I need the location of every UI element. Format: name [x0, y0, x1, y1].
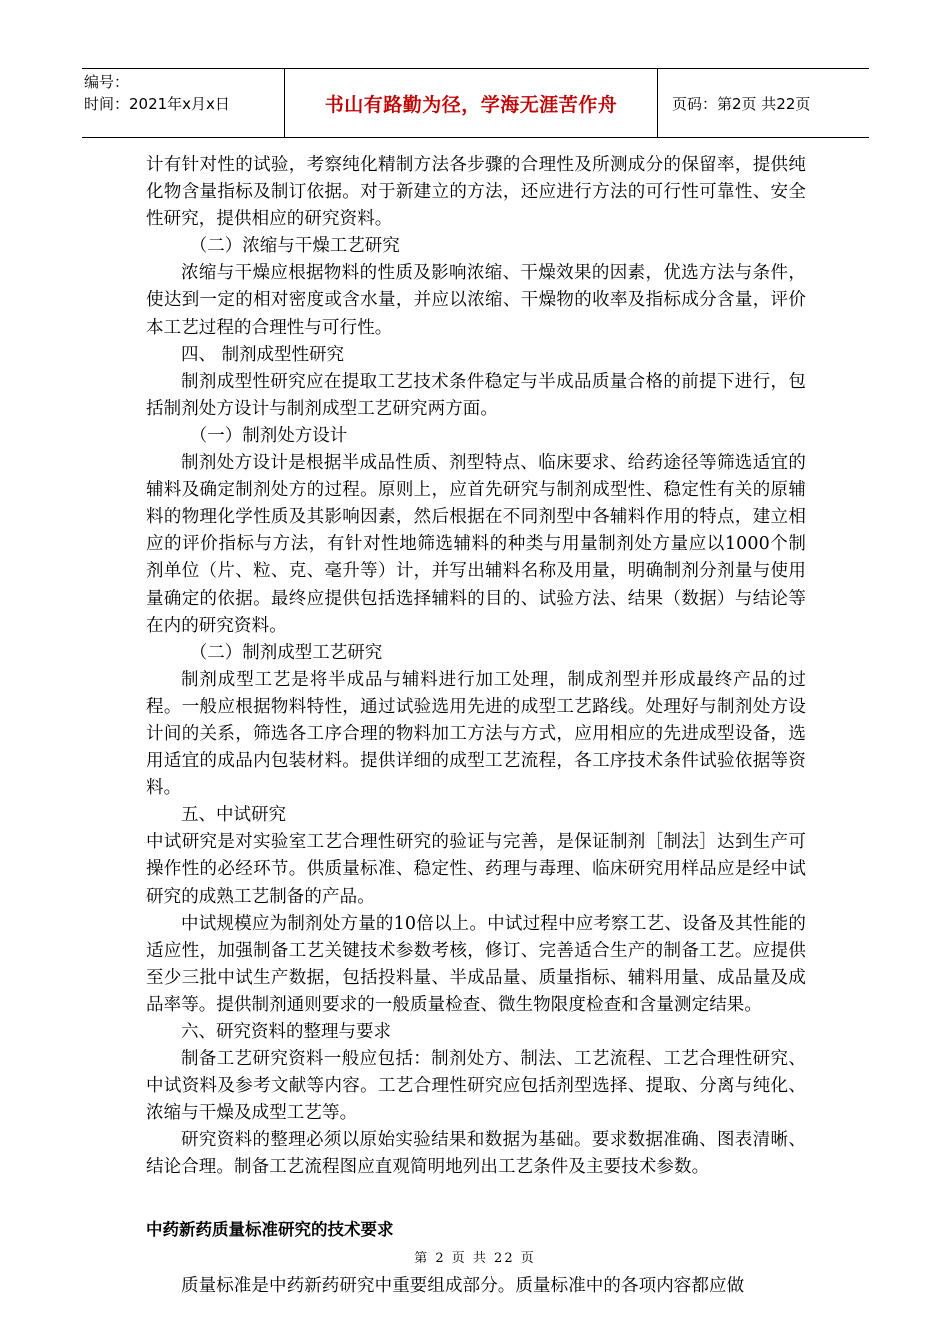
page-header: [82, 68, 869, 138]
paragraph: 制剂处方设计是根据半成品性质、剂型特点、临床要求、给药途径等筛选适宜的辅料及确定制剂处方的过程。原则上，应首先研究与制剂成型性、稳定性有关的原辅料的物理化学性质及其影响因素，然后根据在不同剂型中各辅料作用的特点，建立相应的评价指标与方法，有针对性地筛选辅料的种类与用量制剂处方量应以1000个制剂单位（片、粒、克、毫升等）计，并写出辅料名称及用量，明确制剂分剂量与使用量确定的依据。最终应提供包括选择辅料的目的、试验方法、结果（数据）与结论等在内的研究资料。: [146, 453, 806, 636]
paragraph: 研究资料的整理必须以原始实验结果和数据为基础。要求数据准确、图表清晰、结论合理。制备工艺流程图应直观简明地列出工艺条件及主要技术参数。: [146, 1130, 806, 1178]
header-meta: [82, 69, 284, 137]
paragraph: 制备工艺研究资料一般应包括：制剂处方、制法、工艺流程、工艺合理性研究、中试资料及参考文献等内容。工艺合理性研究应包括剂型选择、提取、分离与纯化、浓缩与干燥及成型工艺等。: [146, 1049, 806, 1124]
header-page-info: 页码：第2页 共22页: [672, 94, 811, 113]
paragraph: 中试研究是对实验室工艺合理性研究的验证与完善，是保证制剂［制法］达到生产可操作性的必经环节。供质量标准、稳定性、药理与毒理、临床研究用样品应是经中试研究的成熟工艺制备的产品。: [146, 832, 806, 907]
paragraph: 计有针对性的试验，考察纯化精制方法各步骤的合理性及所测成分的保留率，提供纯化物含量指标及制订依据。对于新建立的方法，还应进行方法的可行性可靠性、安全性研究，提供相应的研究资料。: [146, 155, 806, 230]
document-body: [146, 152, 806, 1300]
page-footer: 第 2 页 共 22 页: [414, 1251, 536, 1266]
paragraph: 制剂成型性研究应在提取工艺技术条件稳定与半成品质量合格的前提下进行，包括制剂处方设计与制剂成型工艺研究两方面。: [146, 371, 806, 419]
heading-section-6: 六、研究资料的整理与要求: [181, 1022, 391, 1042]
paragraph: 质量标准是中药新药研究中重要组成部分。质量标准中的各项内容都应做: [181, 1275, 745, 1296]
paragraph: 中试规模应为制剂处方量的10倍以上。中试过程中应考察工艺、设备及其性能的适应性，加强制备工艺关键技术参数考核，修订、完善适合生产的制备工艺。应提供至少三批中试生产数据，包括投料量、半成品量、质量指标、辅料用量、成品量及成品率等。提供制剂通则要求的一般质量检查、微生物限度检查和含量测定结果。: [146, 913, 806, 1015]
document-time-label: 时间：2021年x月x日: [84, 95, 230, 113]
paragraph: 制剂成型工艺是将半成品与辅料进行加工处理，制成剂型并形成最终产品的过程。一般应根据物料特性，通过试验选用先进的成型工艺路线。处理好与制剂处方设计间的关系，筛选各工序合理的物料加工方法与方式，应用相应的先进成型设备，选用适宜的成品内包装材料。提供详细的成型工艺流程，各工序技术条件试验依据等资料。: [146, 669, 806, 799]
section-title: 中药新药质量标准研究的技术要求: [146, 1219, 394, 1239]
subheading-forming-process: （二）制剂成型工艺研究: [189, 642, 383, 663]
document-number-label: 编号：: [84, 73, 130, 91]
subheading-concentration-drying: （二）浓缩与干燥工艺研究: [189, 236, 400, 257]
header-motto: 书山有路勤为径，学海无涯苦作舟: [284, 69, 658, 137]
paragraph: 浓缩与干燥应根据物料的性质及影响浓缩、干燥效果的因素，优选方法与条件，使达到一定的相对密度或含水量，并应以浓缩、干燥物的收率及指标成分含量，评价本工艺过程的合理性与可行性。: [146, 263, 806, 338]
heading-section-4: 四、 制剂成型性研究: [181, 344, 345, 365]
subheading-formula-design: （一）制剂处方设计: [189, 425, 348, 446]
heading-section-5: 五、中试研究: [181, 805, 286, 826]
